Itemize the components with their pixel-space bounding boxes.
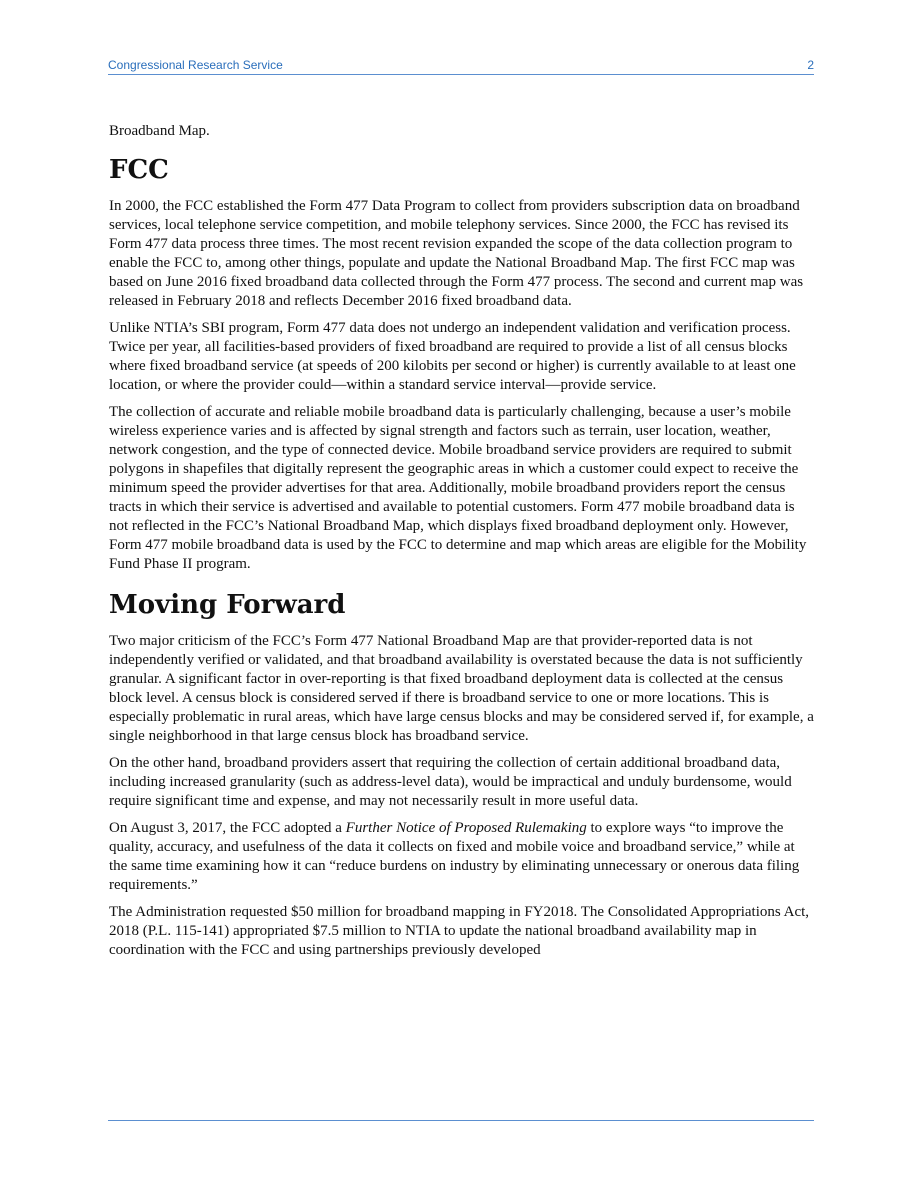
page-number: 2 xyxy=(807,58,814,72)
header-rule xyxy=(108,74,814,75)
paragraph-provider-view: On the other hand, broadband providers assert that requiring the collection of certain additional broadband data, including increased granularity (such as address-level data), would be impractical and unduly burdensome, would require significant time and expense, and may not necessarily result in more useful data. xyxy=(109,755,792,809)
fnprm-text-pre: On August 3, 2017, the FCC adopted a xyxy=(109,820,346,836)
paragraph-mobile-broadband: The collection of accurate and reliable mobile broadband data is particularly challenging, because a user’s mobile wireless experience varies and is affected by signal strength and factors such as terrain, user location, weather, network congestion, and the type of connected device. Mobile broadband service providers are required to submit polygons in shapefiles that digitally represent the geographic areas in which a customer could expect to receive the minimum speed the provider advertises for that area. Additionally, mobile broadband providers report the census tracts in which their service is advertised and available to potential customers. Form 477 mobile broadband data is not reflected in the FCC’s National Broadband Map, which displays fixed broadband deployment only. However, Form 477 mobile broadband data is used by the FCC to determine and map which areas are eligible for the Mobility Fund Phase II program. xyxy=(109,404,807,572)
section-heading-moving-forward: Moving Forward xyxy=(109,590,346,620)
paragraph-appropriations: The Administration requested $50 million for broadband mapping in FY2018. The Consolidated Appropriations Act, 2018 (P.L. 115-141) appropriated $7.5 million to NTIA to update the national broadband availability map in coordination with the FCC and using partnerships previously developed xyxy=(109,904,810,958)
page-header xyxy=(108,58,814,74)
paragraph-form-477-program: In 2000, the FCC established the Form 477 Data Program to collect from providers subscription data on broadband services, local telephone service competition, and mobile telephony services. Since 2000, the FCC has revised its Form 477 data process three times. The most recent revision expanded the scope of the data collection program to enable the FCC to, among other things, populate and update the National Broadband Map. The first FCC map was based on June 2016 fixed broadband data collected through the Form 477 process. The second and current map was released in February 2018 and reflects December 2016 fixed broadband data. xyxy=(109,198,804,309)
paragraph-criticism: Two major criticism of the FCC’s Form 477 National Broadband Map are that provider-reported data is not independently verified or validated, and that broadband availability is overstated because the data is not sufficiently granular. A significant factor in over-reporting is that fixed broadband deployment data is collected at the census block level. A census block is considered served if there is broadband service to one or more locations. This is especially problematic in rural areas, which have large census blocks and may be considered served if, for example, a single neighborhood in that large census block has broadband service. xyxy=(109,633,814,744)
fnprm-text-post: to explore ways “to improve the quality, accuracy, and usefulness of the data it collects on fixed and mobile voice and broadband service,” while at the same time examining how it can “reduce burdens on industry by eliminating unnecessary or onerous data filing requirements.” xyxy=(109,820,800,893)
paragraph-fnprm xyxy=(109,819,814,895)
header-source: Congressional Research Service xyxy=(108,58,283,72)
paragraph-continuation: Broadband Map. xyxy=(109,123,210,139)
paragraph-validation: Unlike NTIA’s SBI program, Form 477 data does not undergo an independent validation and verification process. Twice per year, all facilities-based providers of fixed broadband are required to provide a list of all census blocks where fixed broadband service (at speeds of 200 kilobits per second or higher) is currently available to at least one location, or where the provider could—within a standard service interval—provide service. xyxy=(109,320,796,393)
section-heading-fcc: FCC xyxy=(109,155,169,185)
fnprm-title-italic: Further Notice of Proposed Rulemaking xyxy=(345,820,587,836)
footer-rule xyxy=(108,1120,814,1121)
document-body xyxy=(109,122,814,968)
